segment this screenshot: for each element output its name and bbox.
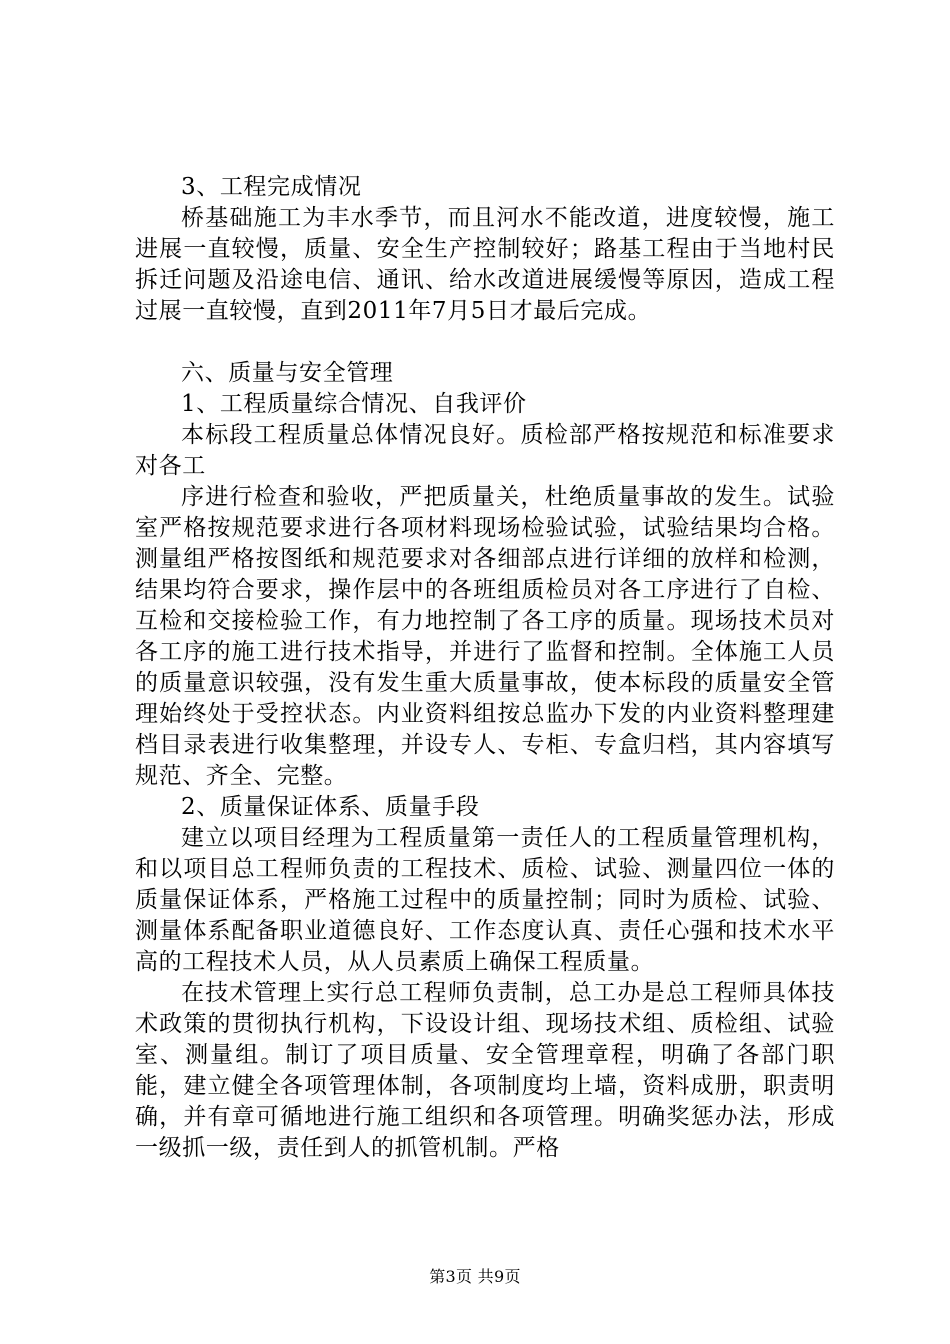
subsection-heading-quality-system: 2、质量保证体系、质量手段	[181, 794, 480, 820]
paragraph-quality-overview: 本标段工程质量总体情况良好。质检部严格按规范和标准要求对各工	[135, 422, 835, 479]
paragraph-technical-management: 在技术管理上实行总工程师负责制，总工办是总工程师具体技术政策的贯彻执行机构，下设设计组、现场技术组、质检组、试验室、测量组。制订了项目质量、安全管理章程，明确了各部门职能，建立健全各项管理体制，各项制度均上墙，资料成册，职责明确，并有章可循地进行施工组织和各项管理。明确奖惩办法，形成一级抓一级，责任到人的抓管机制。严格	[135, 980, 835, 1161]
section-heading-project-completion: 3、工程完成情况	[181, 174, 362, 200]
section-heading-quality-safety: 六、质量与安全管理	[181, 360, 394, 386]
paragraph-quality-system: 建立以项目经理为工程质量第一责任人的工程质量管理机构，和以项目总工程师负责的工程技术、质检、试验、测量四位一体的质量保证体系，严格施工过程中的质量控制；同时为质检、试验、测量体系配备职业道德良好、工作态度认真、责任心强和技术水平高的工程技术人员，从人员素质上确保工程质量。	[135, 825, 835, 975]
subsection-heading-quality-evaluation: 1、工程质量综合情况、自我评价	[181, 391, 527, 417]
paragraph-project-completion: 桥基础施工为丰水季节，而且河水不能改道，进度较慢，施工进展一直较慢，质量、安全生产控制较好；路基工程由于当地村民拆迁问题及沿途电信、通讯、给水改道进展缓慢等原因，造成工程过展一直较慢，直到2011年7月5日才最后完成。	[135, 205, 835, 324]
page-footer: 第3页 共9页	[429, 1267, 521, 1286]
paragraph-quality-details: 序进行检查和验收，严把质量关，杜绝质量事故的发生。试验室严格按规范要求进行各项材料现场检验试验，试验结果均合格。测量组严格按图纸和规范要求对各细部点进行详细的放样和检测，结果均符合要求，操作层中的各班组质检员对各工序进行了自检、互检和交接检验工作，有力地控制了各工序的质量。现场技术员对各工序的施工进行技术指导，并进行了监督和控制。全体施工人员的质量意识较强，没有发生重大质量事故，使本标段的质量安全管理始终处于受控状态。内业资料组按总监办下发的内业资料整理建档目录表进行收集整理，并设专人、专柜、专盒归档，其内容填写规范、齐全、完整。	[135, 484, 835, 789]
section-spacer	[135, 327, 835, 358]
document-body	[135, 172, 835, 1164]
